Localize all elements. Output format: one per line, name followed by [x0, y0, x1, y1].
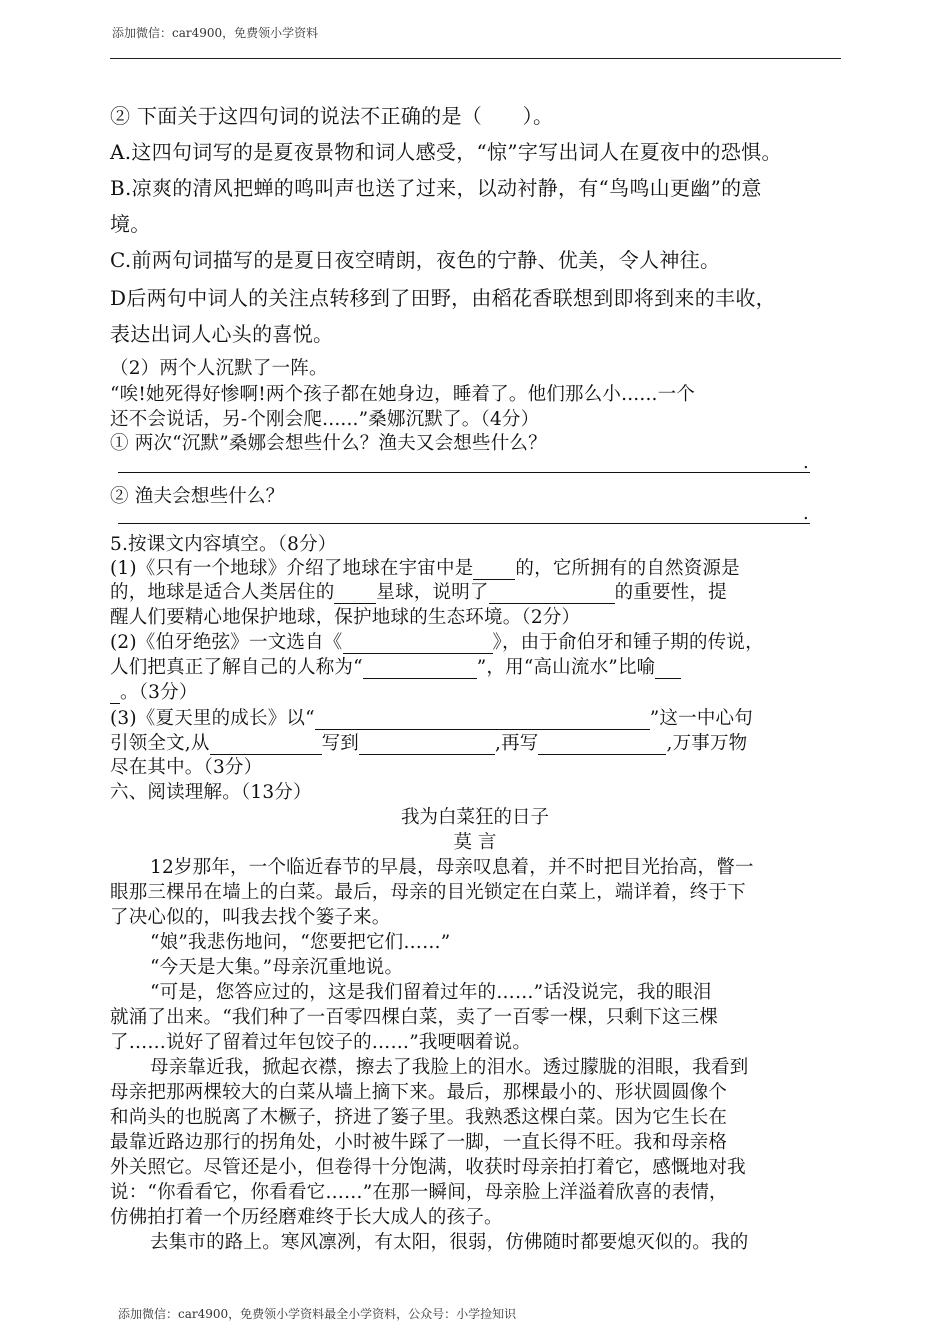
- article-line: 眼那三棵吊在墙上的白菜。最后，母亲的目光锁定在白菜上，端详着，终于下: [110, 882, 746, 903]
- answer-line-1-dot: .: [803, 452, 809, 473]
- article-line: 了……说好了留着过年包饺子的……”我哽咽着说。: [110, 1032, 532, 1053]
- article-line: 12岁那年，一个临近春节的早晨，母亲叹息着，并不时把目光抬高，瞥一: [150, 857, 754, 878]
- blank-4[interactable]: [343, 634, 493, 654]
- header-divider: [110, 58, 841, 59]
- q5-line7: (3)《夏天里的成长》以“ ”这一中心句: [110, 708, 753, 729]
- reading-section-title: 六、阅读理解。（13分）: [110, 782, 312, 803]
- option-a: A.这四句词写的是夏夜景物和词人感受，“惊”字写出词人在夏夜中的恐惧。: [110, 140, 782, 164]
- part2-question1: ① 两次“沉默”桑娜会想些什么？渔夫又会想些什么？: [110, 433, 547, 454]
- article-line: 去集市的路上。寒风凛冽，有太阳，很弱，仿佛随时都要熄灭似的。我的: [150, 1232, 749, 1253]
- article-line: 说：“你看看它，你看看它……”在那一瞬间，母亲脸上洋溢着欣喜的表情，: [110, 1182, 728, 1203]
- article-line: 和尚头的也脱离了木橛子，挤进了篓子里。我熟悉这棵白菜。因为它生长在: [110, 1107, 728, 1128]
- article-line: 外关照它。尽管还是小，但卷得十分饱满，收获时母亲拍打着它，感慨地对我: [110, 1157, 746, 1178]
- page-footer: 添加微信：car4900，免费领小学资料最全小学资料，公众号：小学捡知识: [118, 1307, 517, 1321]
- part2-question2: ② 渔夫会想些什么？: [110, 486, 285, 507]
- article-line: 就涌了出来。“我们种了一百零四棵白菜，卖了一百零一棵，只剩下这三棵: [110, 1007, 719, 1028]
- part2-quote-line2: 还不会说话，另-个刚会爬......”桑娜沉默了。（4分）: [110, 409, 540, 430]
- answer-line-1[interactable]: [118, 472, 810, 473]
- option-c: C.前两句词描写的是夏日夜空晴朗，夜色的宁静、优美，令人神往。: [110, 248, 721, 272]
- q5-line5: 人们把真正了解自己的人称为“ ”，用“高山流水”比喻: [110, 653, 681, 679]
- q5-line3: 醒人们要精心地保护地球，保护地球的生态环境。（2分）: [110, 607, 581, 628]
- q5-line8: 引领全文,从 写到 ,再写 ,万事万物: [110, 733, 748, 754]
- blank-6-cont[interactable]: [110, 684, 120, 704]
- option-b-line2: 境。: [110, 212, 151, 236]
- q5-line4: (2)《伯牙绝弦》一文选自《 》，由于俞伯牙和锺子期的传说，: [110, 632, 764, 653]
- q5-line6: 。（3分）: [110, 678, 198, 704]
- blank-1[interactable]: [473, 560, 515, 580]
- option-d-line1: D后两句中词人的关注点转移到了田野，由稻花香联想到即将到来的丰收，: [110, 286, 776, 310]
- part2-title: （2）两个人沉默了一阵。: [110, 358, 328, 379]
- blank-6[interactable]: [655, 659, 681, 679]
- blank-9[interactable]: [359, 735, 495, 755]
- article-line: 最靠近路边那行的拐角处，小时被牛踩了一脚，一直长得不旺。我和母亲格: [110, 1132, 728, 1153]
- q5-title: 5.按课文内容填空。（8分）: [110, 534, 337, 555]
- answer-line-2-dot: .: [803, 503, 809, 524]
- option-b-line1: B.凉爽的清风把蝉的鸣叫声也送了过来，以动衬静，有“鸟鸣山更幽”的意: [110, 176, 762, 200]
- article-line: “今天是大集。”母亲沉重地说。: [150, 957, 404, 978]
- article-author: 莫 言: [453, 832, 497, 853]
- part2-quote-line1: “唉!她死得好惨啊!两个孩子都在她身边，睡着了。他们那么小......一个: [110, 384, 696, 405]
- blank-2[interactable]: [334, 584, 376, 604]
- q5-line2: 的，地球是适合人类居住的 星球，说明了 的重要性，提: [110, 582, 727, 603]
- article-line: 仿佛拍打着一个历经磨难终于长大成人的孩子。: [110, 1207, 503, 1228]
- blank-10[interactable]: [538, 735, 666, 755]
- article-title: 我为白菜狂的日子: [400, 807, 549, 828]
- blank-5[interactable]: [363, 659, 477, 679]
- q5-line9: 尽在其中。（3分）: [110, 757, 263, 778]
- q5-line1: (1)《只有一个地球》介绍了地球在宇宙中是 的，它所拥有的自然资源是: [110, 558, 740, 579]
- article-line: 了决心似的，叫我去找个篓子来。: [110, 907, 391, 928]
- page-header: 添加微信：car4900，免费领小学资料: [112, 26, 319, 40]
- article-line: 母亲靠近我，掀起衣襟，擦去了我脸上的泪水。透过朦胧的泪眼，我看到: [150, 1057, 749, 1078]
- article-line: “娘”我悲伤地问，“您要把它们……”: [150, 932, 451, 953]
- article-line: 母亲把那两棵较大的白菜从墙上摘下来。最后，那棵最小的、形状圆圆像个: [110, 1082, 728, 1103]
- blank-3[interactable]: [489, 584, 615, 604]
- answer-line-2[interactable]: [118, 523, 810, 524]
- option-d-line2: 表达出词人心头的喜悦。: [110, 322, 334, 346]
- blank-7[interactable]: [315, 710, 650, 730]
- question-stem: ② 下面关于这四句词的说法不正确的是（ ）。: [110, 104, 554, 128]
- blank-8[interactable]: [210, 735, 322, 755]
- article-line: “可是，您答应过的，这是我们留着过年的……”话没说完，我的眼泪: [150, 982, 712, 1003]
